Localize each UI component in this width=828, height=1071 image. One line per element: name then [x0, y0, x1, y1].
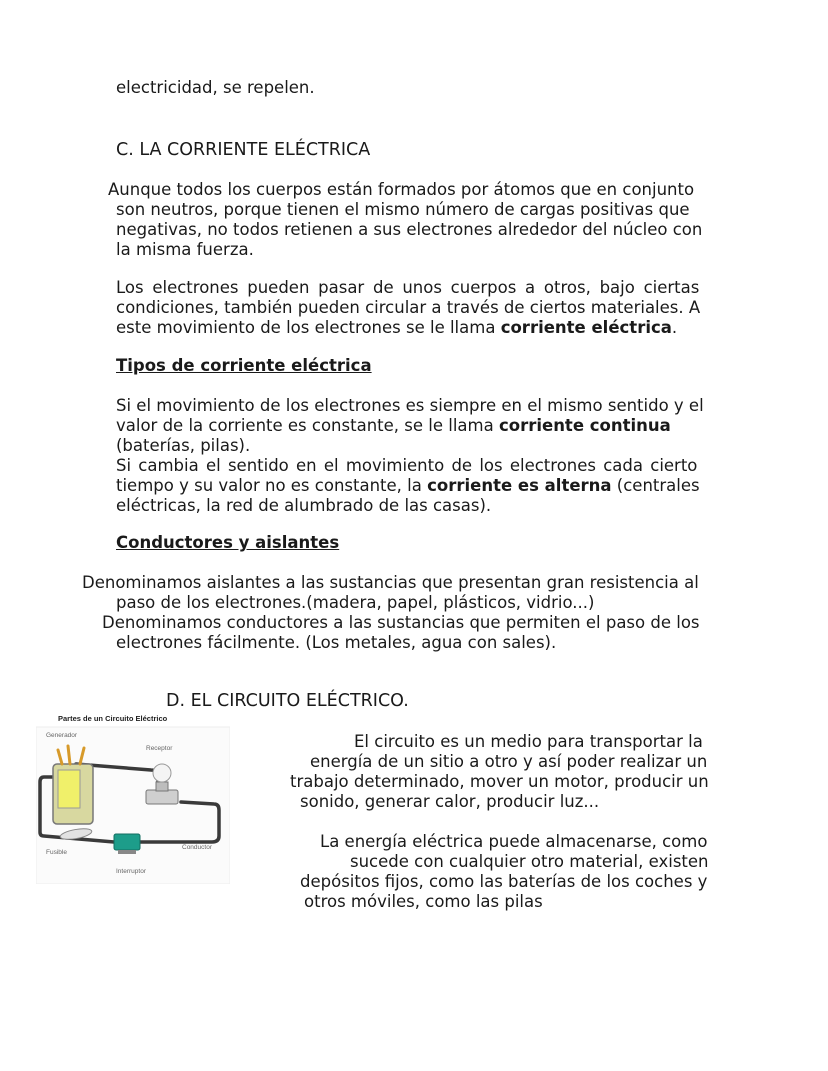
lamp-socket — [156, 782, 168, 791]
text-span: (centrales — [611, 476, 700, 495]
text-line: son neutros, porque tienen el mismo número de cargas positivas que — [116, 200, 690, 219]
text-line: Si cambia el sentido en el movimiento de los electrones cada cierto — [116, 456, 698, 475]
text-line: energía de un sitio a otro y así poder realizar un — [310, 752, 708, 771]
text-line: El circuito es un medio para transportar la — [354, 732, 703, 751]
text-line: Si el movimiento de los electrones es siempre en el mismo sentido y el — [116, 396, 704, 415]
text-line: Aunque todos los cuerpos están formados por átomos que en conjunto — [108, 180, 695, 199]
text-line: negativas, no todos retienen a sus electrones alrededor del núcleo con — [116, 220, 703, 239]
section-title-d: D. EL CIRCUITO ELÉCTRICO. — [166, 691, 409, 711]
text-line: Denominamos conductores a las sustancias que permiten el paso de los — [102, 613, 700, 632]
switch-base — [118, 850, 136, 854]
switch-shape — [114, 834, 140, 850]
battery-label — [58, 770, 80, 808]
text-line: Denominamos aislantes a las sustancias que presentan gran resistencia al — [82, 573, 699, 592]
subheading-conductores: Conductores y aislantes — [116, 533, 340, 552]
lamp-bulb — [153, 764, 171, 782]
lamp-base — [146, 790, 178, 804]
text-line: Los electrones pueden pasar de unos cuerpos a otros, bajo ciertas — [116, 278, 700, 297]
subheading-tipos: Tipos de corriente eléctrica — [116, 356, 372, 375]
bold-term: corriente es alterna — [427, 476, 612, 495]
text-line: paso de los electrones.(madera, papel, plásticos, vidrio...) — [116, 593, 595, 612]
text-line: eléctricas, la red de alumbrado de las casas). — [116, 496, 492, 515]
text-line: otros móviles, como las pilas — [304, 892, 543, 911]
bold-term: corriente continua — [498, 416, 671, 435]
text-span: valor de la corriente es constante, se le llama — [116, 416, 499, 435]
label-fusible: Fusible — [46, 849, 67, 856]
label-generador: Generador — [46, 732, 78, 739]
text-line: condiciones, también pueden circular a través de ciertos materiales. A — [116, 298, 701, 317]
text-line — [116, 476, 700, 496]
text-span: tiempo y su valor no es constante, la — [116, 476, 428, 495]
text-line: La energía eléctrica puede almacenarse, como — [320, 832, 708, 851]
text-line: (baterías, pilas). — [116, 436, 251, 455]
text-line: trabajo determinado, mover un motor, producir un — [290, 772, 709, 791]
label-interruptor: Interruptor — [116, 868, 146, 875]
text-line: depósitos fijos, como las baterías de los coches y — [300, 872, 708, 891]
text-line: electrones fácilmente. (Los metales, agua con sales). — [116, 633, 557, 652]
diagram-title: Partes de un Circuito Eléctrico — [58, 714, 168, 723]
text-line: electricidad, se repelen. — [116, 78, 315, 97]
text-span: . — [671, 318, 678, 337]
section-title-c: C. LA CORRIENTE ELÉCTRICA — [116, 140, 371, 160]
text-span: este movimiento de los electrones se le llama — [116, 318, 501, 337]
text-line: la misma fuerza. — [116, 240, 254, 259]
text-line — [116, 416, 671, 436]
bold-term: corriente eléctrica — [500, 318, 672, 337]
text-line — [116, 318, 677, 338]
text-line: sonido, generar calor, producir luz... — [300, 792, 600, 811]
text-line: sucede con cualquier otro material, existen — [350, 852, 709, 871]
label-receptor: Receptor — [146, 745, 173, 752]
label-conductor: Conductor — [182, 844, 212, 851]
circuit-diagram — [36, 712, 230, 884]
